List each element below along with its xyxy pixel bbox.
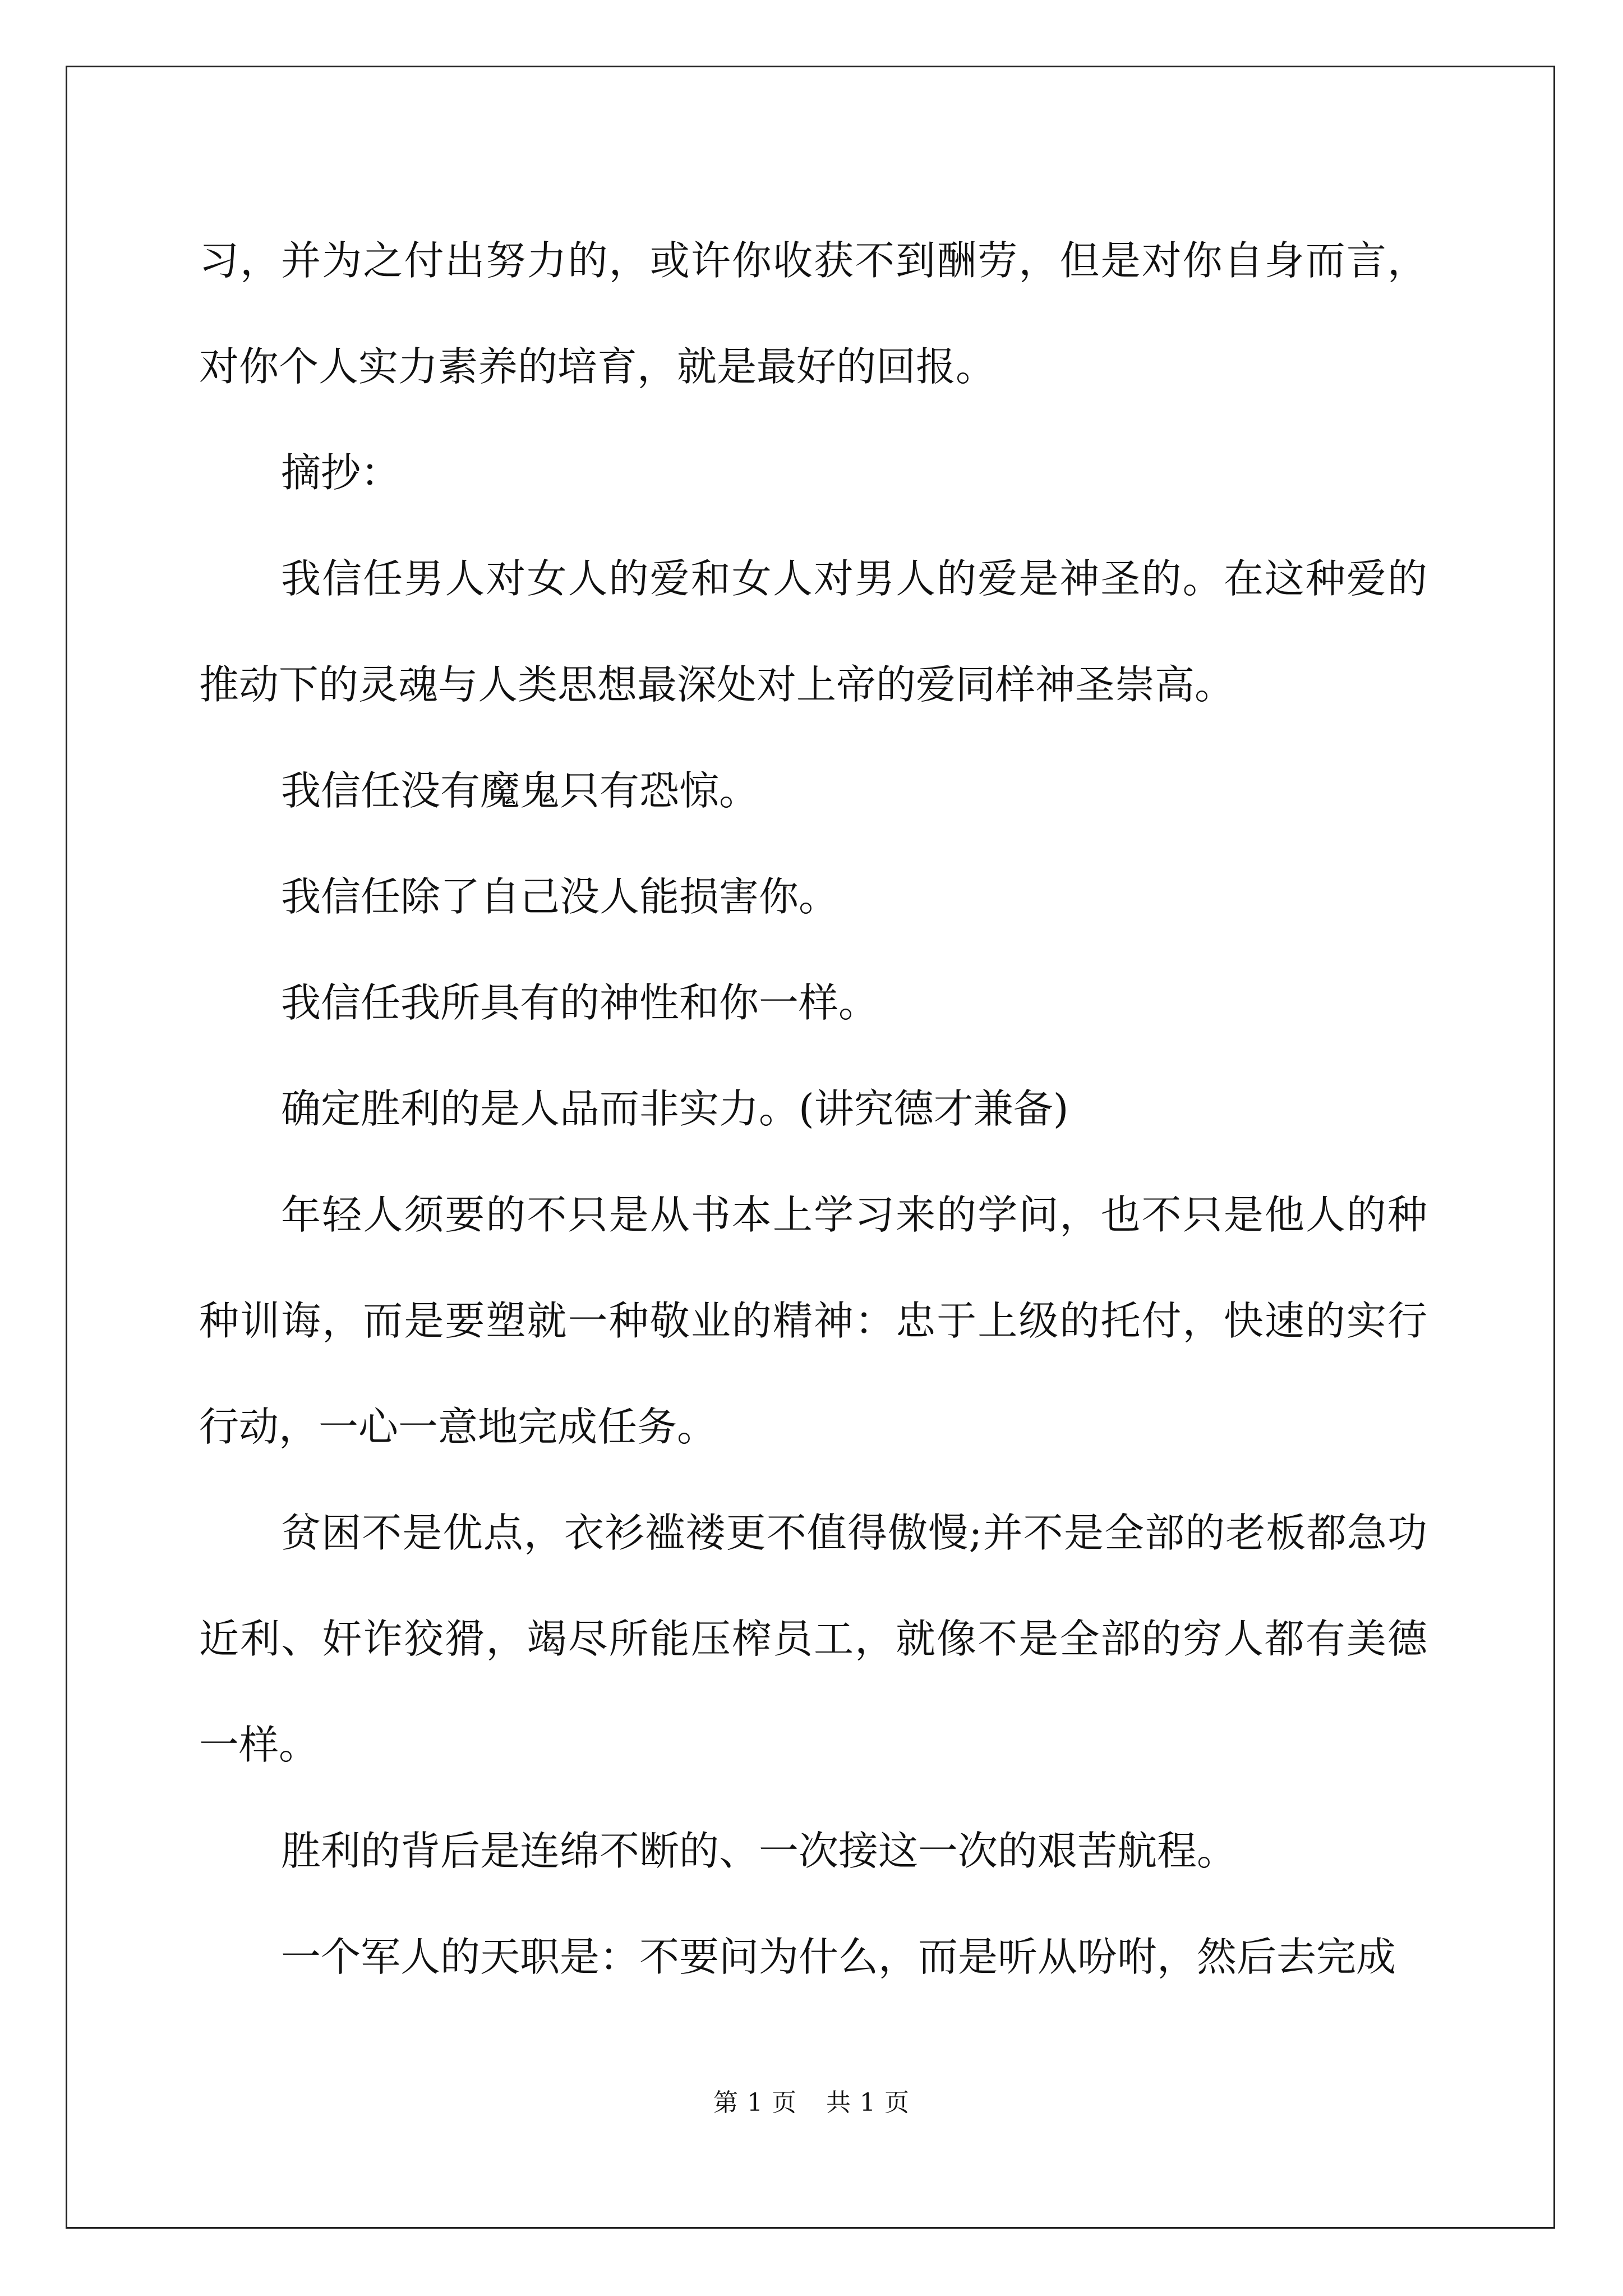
paragraph-6: 我信任我所具有的神性和你一样。	[281, 979, 879, 1026]
paragraph-1: 习，并为之付出努力的，或许你收获不到酬劳，但是对你自身而言，对你个人实力素养的培育，就是最好的回报。	[199, 237, 1427, 390]
paragraph-5: 我信任除了自己没人能损害你。	[281, 873, 839, 920]
page-number: 第 1 页	[713, 2088, 797, 2117]
page-footer	[0, 2082, 1623, 2118]
page-total: 共 1 页	[826, 2088, 910, 2117]
paragraph-11: 一个军人的天职是：不要问为什么，而是听从吩咐，然后去完成	[281, 1934, 1396, 1980]
document-body	[199, 208, 1427, 2010]
paragraph-2: 摘抄：	[281, 449, 401, 496]
paragraph-8: 年轻人须要的不只是从书本上学习来的学问，也不只是他人的种种训诲，而是要塑就一种敬业的精神：忠于上级的托付，快速的实行行动，一心一意地完成任务。	[199, 1191, 1427, 1450]
paragraph-7: 确定胜利的是人品而非实力。(讲究德才兼备)	[281, 1085, 1069, 1132]
paragraph-4: 我信任没有魔鬼只有恐惊。	[281, 767, 759, 814]
paragraph-10: 胜利的背后是连绵不断的、一次接这一次的艰苦航程。	[281, 1828, 1237, 1874]
paragraph-9: 贫困不是优点，衣衫褴褛更不值得傲慢;并不是全部的老板都急功近利、奸诈狡猾，竭尽所能压榨员工，就像不是全部的穷人都有美德一样。	[199, 1510, 1427, 1768]
paragraph-3: 我信任男人对女人的爱和女人对男人的爱是神圣的。在这种爱的推动下的灵魂与人类思想最深处对上帝的爱同样神圣崇高。	[199, 555, 1427, 708]
